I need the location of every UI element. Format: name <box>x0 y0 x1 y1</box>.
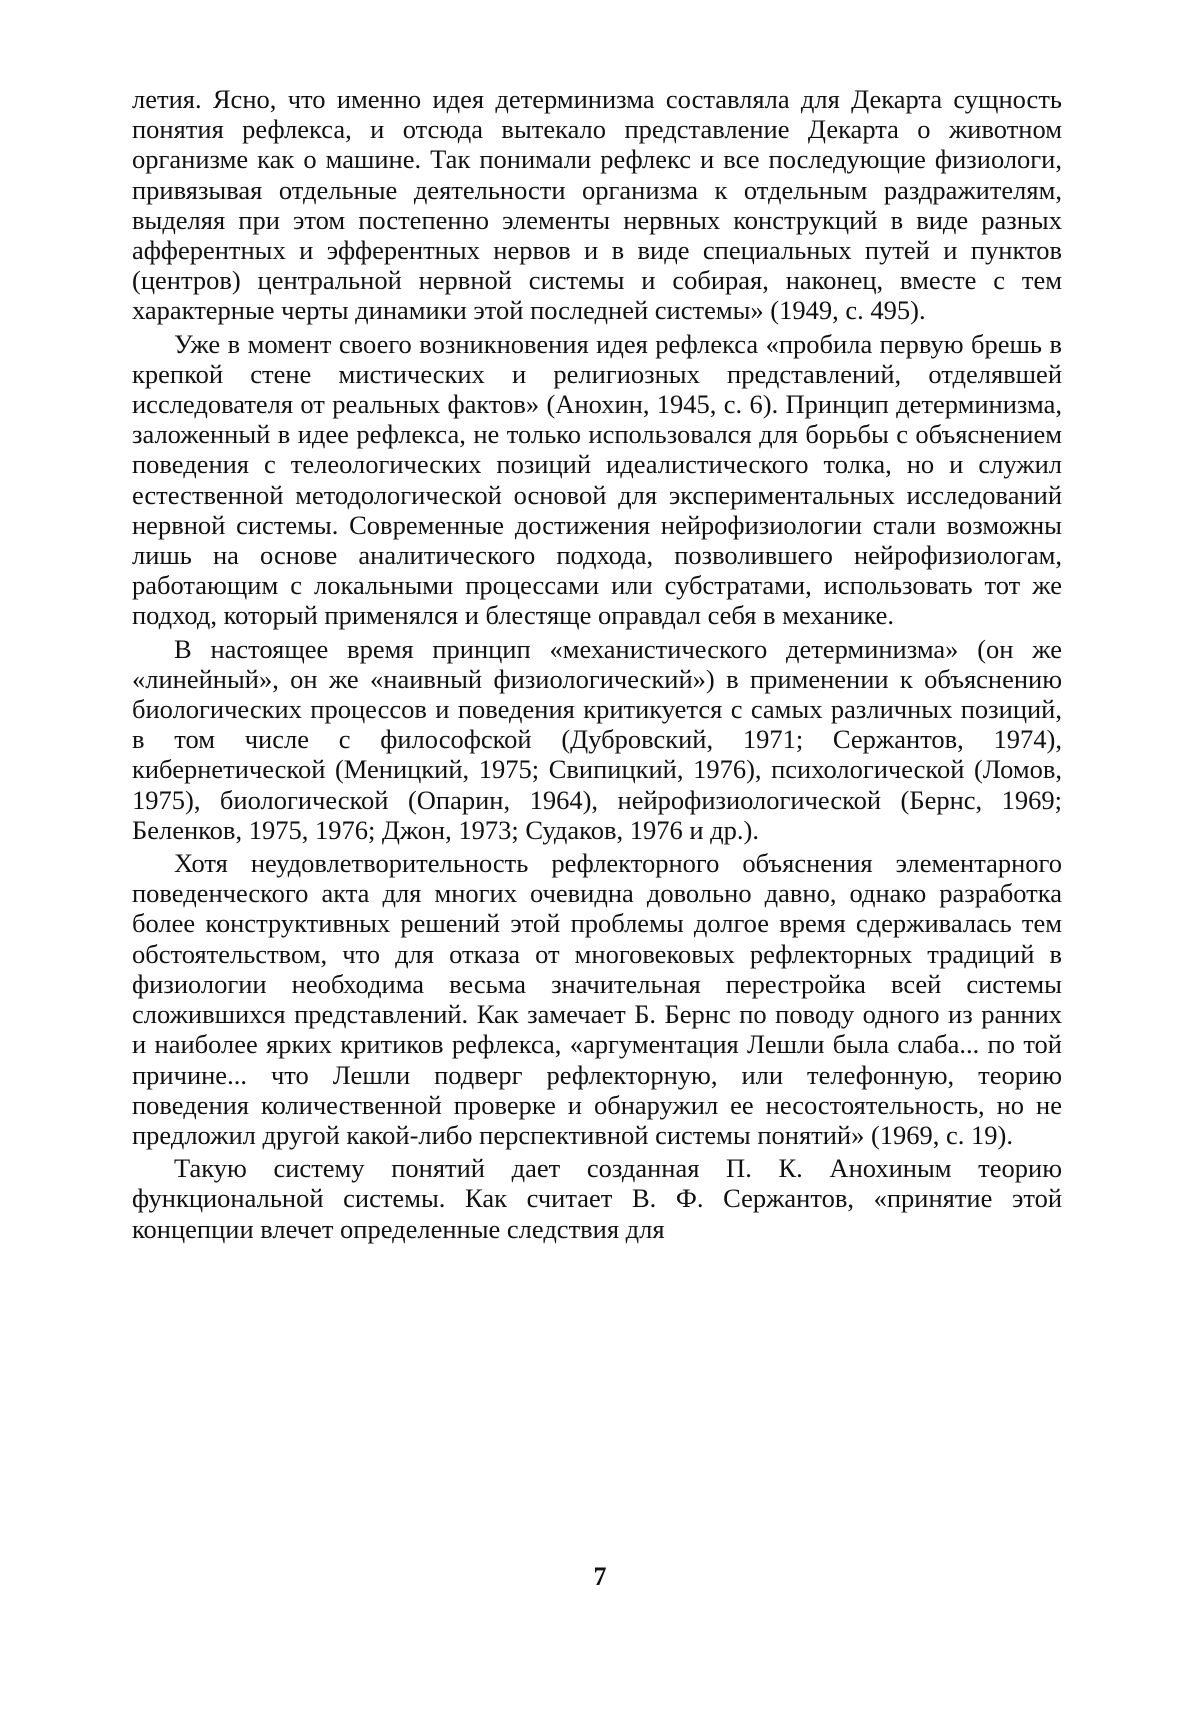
body-text <box>132 84 1062 1247</box>
paragraph-2: Уже в момент своего возникновения идея рефлекса «пробила первую брешь в крепкой стене мистических и религиозных представлений, отделявшей исследователя от реальных фактов» (Анохин, 1945, с. 6). Принцип детерминизма, заложенный в идее рефлекса, не только использовался для борьбы с объяснением поведения с телеологических позиций идеалистического толка, но и служил естественной методологической основой для экспериментальных исследований нервной системы. Современные достижения нейрофизиологии стали возможны лишь на основе аналитического подхода, позволившего нейрофизиологам, работающим с локальными процессами или субстратами, использовать тот же подход, который применялся и блестяще оправдал себя в механике. <box>132 328 1062 631</box>
paragraph-1: летия. Ясно, что именно идея детерминизма составляла для Декарта сущность понятия рефлекса, и отсюда вытекало представление Декарта о животном организме как о машине. Так понимали рефлекс и все последующие физиологи, привязывая отдельные деятельности организма к отдельным раздражителям, выделяя при этом постепенно элементы нервных конструкций в виде разных афферентных и эфферентных нервов и в виде специальных путей и пунктов (центров) центральной нервной системы и собирая, наконец, вместе с тем характерные черты динамики этой последней системы» (1949, с. 495). <box>132 84 1062 326</box>
paragraph-4: Хотя неудовлетворительность рефлекторного объяснения элементарного поведенческого акта для многих очевидна довольно давно, однако разработка более конструктивных решений этой проблемы долгое время сдерживалась тем обстоятельством, что для отказа от многовековых рефлекторных традиций в физиологии необходима весьма значительная перестройка всей системы сложившихся представлений. Как замечает Б. Бернс по поводу одного из ранних и наиболее ярких критиков рефлекса, «аргументация Лешли была слаба... по той причине... что Лешли подверг рефлекторную, или телефонную, теорию поведения количественной проверке и обнаружил ее несостоятельность, но не предложил другой какой-либо перспективной системы понятий» (1969, с. 19). <box>132 848 1062 1150</box>
paragraph-5: Такую систему понятий дает созданная П. К. Анохиным теорию функциональной системы. Как считает В. Ф. Сержантов, «принятие этой концепции влечет определенные следствия для <box>132 1153 1062 1244</box>
paragraph-3: В настоящее время принцип «механистического детерминизма» (он же «линейный», он же «наивный физиологический») в применении к объяснению биологических процессов и поведения критикуется с самых различных позиций, в том числе с философской (Дубровский, 1971; Сержантов, 1974), кибернетической (Меницкий, 1975; Свипицкий, 1976), психологической (Ломов, 1975), биологической (Опарин, 1964), нейрофизиологической (Бернс, 1969; Беленков, 1975, 1976; Джон, 1973; Судаков, 1976 и др.). <box>132 633 1062 845</box>
page-number: 7 <box>593 1562 607 1591</box>
